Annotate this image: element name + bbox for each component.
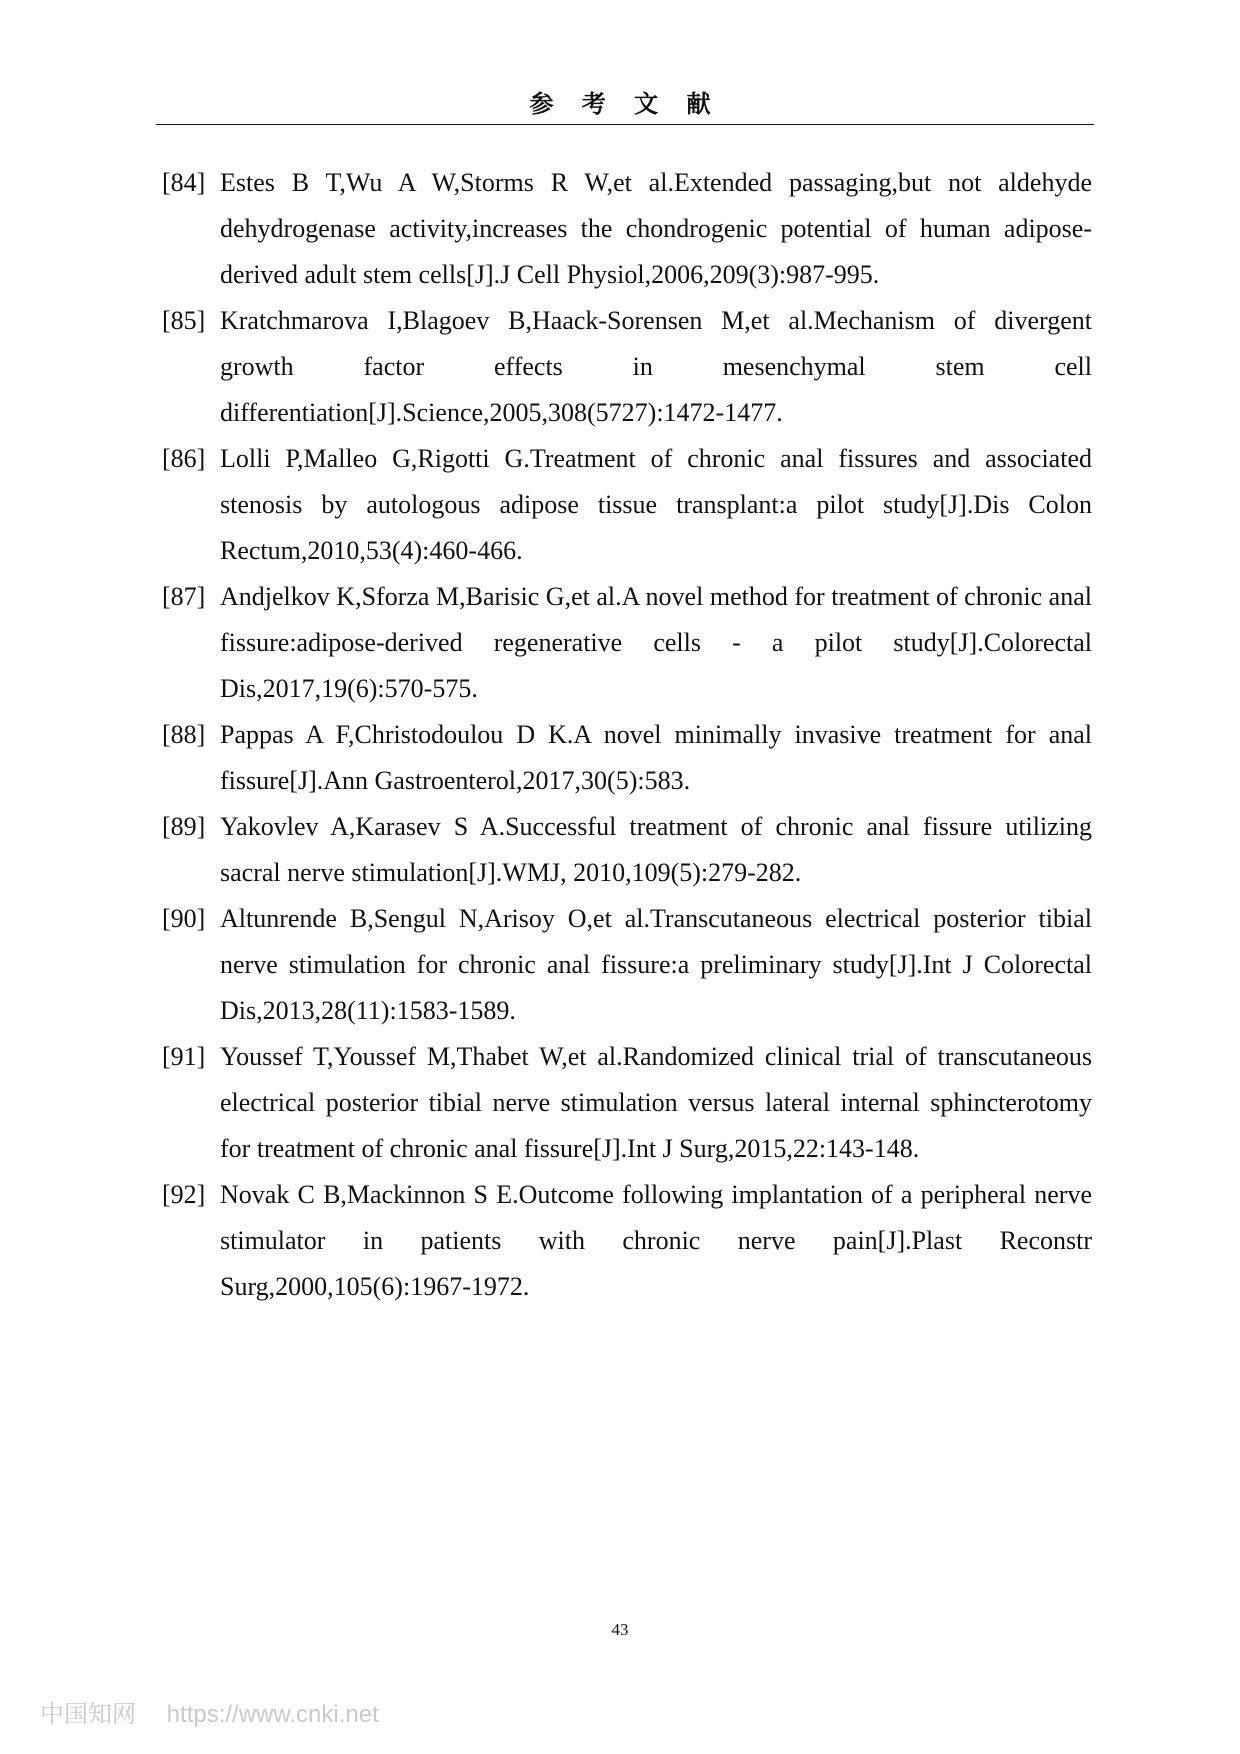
watermark-brand: 中国知网 xyxy=(40,1701,136,1728)
header-rule xyxy=(156,124,1094,125)
reference-number: [85] xyxy=(162,306,206,335)
reference-text: Estes B T,Wu A W,Storms R W,et al.Extended passaging,but not aldehyde dehydrogenase activity,increases the chondrogenic potential of human adipose-derived adult stem cells[J].J Cell Physiol,2006,209(3):987-995. xyxy=(220,168,1092,289)
reference-item xyxy=(162,896,1092,1034)
reference-number: [88] xyxy=(162,720,206,749)
reference-number: [86] xyxy=(162,444,206,473)
reference-item xyxy=(162,1034,1092,1172)
watermark-url: https://www.cnki.net xyxy=(166,1701,379,1728)
reference-list xyxy=(162,160,1092,1310)
reference-text: Andjelkov K,Sforza M,Barisic G,et al.A novel method for treatment of chronic anal fissure:adipose-derived regenerative cells - a pilot study[J].Colorectal Dis,2017,19(6):570-575. xyxy=(220,582,1092,703)
reference-text: Pappas A F,Christodoulou D K.A novel minimally invasive treatment for anal fissure[J].Ann Gastroenterol,2017,30(5):583. xyxy=(220,720,1092,795)
reference-text: Youssef T,Youssef M,Thabet W,et al.Randomized clinical trial of transcutaneous electrical posterior tibial nerve stimulation versus lateral internal sphincterotomy for treatment of chronic anal fissure[J].Int J Surg,2015,22:143-148. xyxy=(220,1042,1092,1163)
page-number: 43 xyxy=(611,1620,629,1639)
cnki-watermark xyxy=(40,1700,379,1730)
page-header-title: 参 考 文 献 xyxy=(529,89,721,118)
reference-number: [84] xyxy=(162,168,206,197)
reference-item xyxy=(162,160,1092,298)
reference-number: [87] xyxy=(162,582,206,611)
reference-item xyxy=(162,574,1092,712)
reference-number: [89] xyxy=(162,812,206,841)
reference-number: [92] xyxy=(162,1180,206,1209)
reference-text: Lolli P,Malleo G,Rigotti G.Treatment of chronic anal fissures and associated stenosis by autologous adipose tissue transplant:a pilot study[J].Dis Colon Rectum,2010,53(4):460-466. xyxy=(220,444,1092,565)
reference-text: Kratchmarova I,Blagoev B,Haack-Sorensen M,et al.Mechanism of divergent growth factor effects in mesenchymal stem cell differentiation[J].Science,2005,308(5727):1472-1477. xyxy=(220,306,1092,427)
reference-item xyxy=(162,712,1092,804)
reference-item xyxy=(162,804,1092,896)
reference-item xyxy=(162,1172,1092,1310)
reference-item xyxy=(162,436,1092,574)
reference-text: Novak C B,Mackinnon S E.Outcome following implantation of a peripheral nerve stimulator in patients with chronic nerve pain[J].Plast Reconstr Surg,2000,105(6):1967-1972. xyxy=(220,1180,1092,1301)
reference-text: Altunrende B,Sengul N,Arisoy O,et al.Transcutaneous electrical posterior tibial nerve stimulation for chronic anal fissure:a preliminary study[J].Int J Colorectal Dis,2013,28(11):1583-1589. xyxy=(220,904,1092,1025)
reference-text: Yakovlev A,Karasev S A.Successful treatment of chronic anal fissure utilizing sacral nerve stimulation[J].WMJ, 2010,109(5):279-282. xyxy=(220,812,1092,887)
reference-item xyxy=(162,298,1092,436)
reference-number: [90] xyxy=(162,904,206,933)
reference-number: [91] xyxy=(162,1042,206,1071)
